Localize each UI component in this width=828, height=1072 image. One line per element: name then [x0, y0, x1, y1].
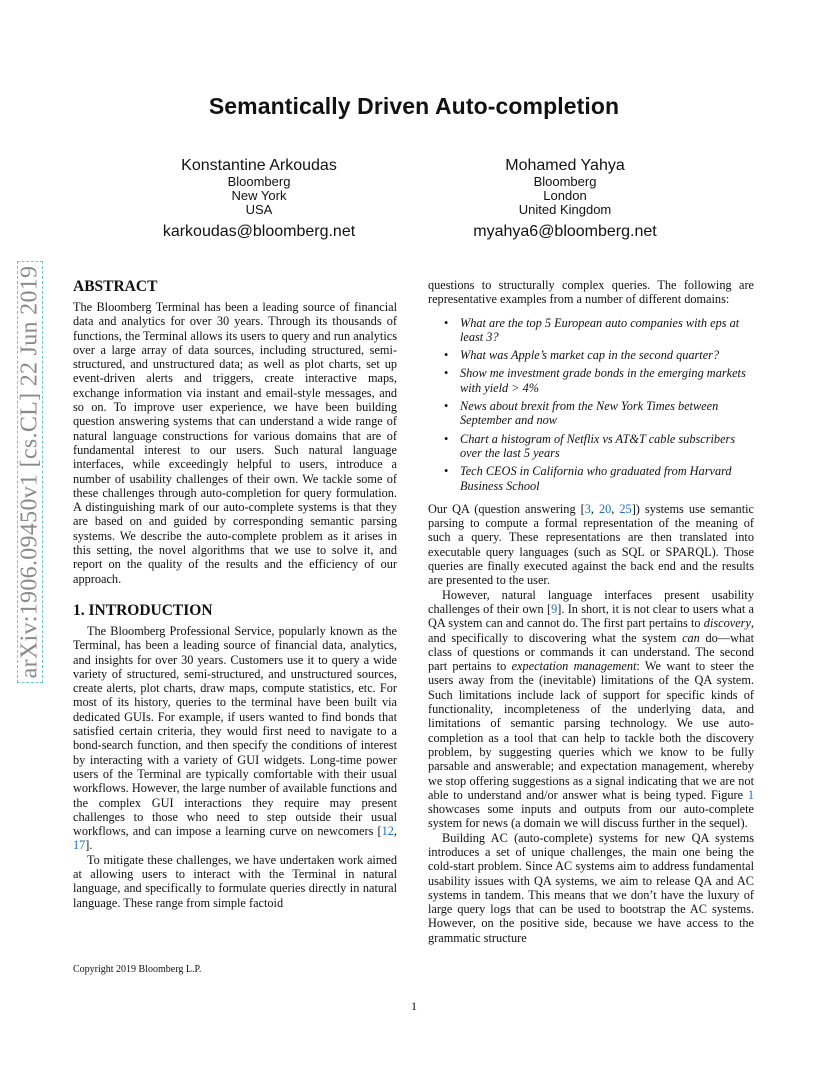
abstract-text: The Bloomberg Terminal has been a leading source of financial data and analytics for over 30 years. Through its thousands of functions, the Terminal allows its users to query and run analytics over a large array of data sources, including structured, semi-structured, and unstructured data; as well as plot charts, set up event-driven alerts and triggers, create interactive maps, exchange information via instant and email-style messages, and so on. To improve user experience, we have been building question answering systems that can understand a wide range of natural language constructions for various domains that are of fundamental interest to our users. Such natural language interfaces, while exceedingly helpful to users, introduce a number of usability challenges of their own. We tackle some of these challenges through auto-completion for query formulation. A distinguishing mark of our auto-complete systems is that they are based on and guided by corresponding semantic parsing systems. We describe the auto-complete problem as it arises in this setting, the novel algorithms that we use to solve it, and report on the quality of the results and the efficiency of our approach.	[73, 300, 397, 586]
bullet: •	[444, 315, 449, 330]
text-run: However, natural language interfaces present usability challenges of their own [	[428, 587, 754, 616]
bullet: •	[444, 431, 449, 446]
abstract-heading: ABSTRACT	[73, 278, 158, 295]
text-run: ,	[611, 501, 620, 516]
ac-paragraph: Building AC (auto-complete) systems for new QA systems introduces a set of unique challenges, the main one being the cold-start problem. Since AC systems aim to address fundamental usability issues with QA systems, we aim to release QA and AC systems in tandem. This means that we don’t have the luxury of large query logs that can be used to bootstrap the AC systems. However, on the positive side, because we have access to the grammatic structure	[428, 830, 754, 945]
bullet: •	[444, 348, 449, 363]
example-query: Show me investment grade bonds in the emerging markets with yield > 4%	[460, 366, 746, 395]
citation-link[interactable]: 25	[619, 501, 632, 516]
example-query: Chart a histogram of Netflix vs AT&T cable subscribers over the last 5 years	[460, 431, 736, 460]
emphasis: expectation management	[511, 659, 637, 674]
qa-paragraph	[428, 502, 754, 588]
paper-title: Semantically Driven Auto-completion	[208, 93, 620, 119]
example-query: Tech CEOS in California who graduated from Harvard Business School	[460, 464, 732, 493]
list-item	[444, 399, 754, 428]
author-name: Konstantine Arkoudas	[181, 157, 337, 174]
list-item	[444, 348, 754, 362]
copyright-note: Copyright 2019 Bloomberg L.P.	[73, 964, 202, 975]
example-query: What are the top 5 European auto companies with eps at least 3?	[460, 315, 740, 344]
left-column	[73, 278, 397, 910]
bullet: •	[444, 464, 449, 479]
page-number: 1	[411, 999, 417, 1013]
right-column	[428, 278, 754, 945]
author-country: United Kingdom	[518, 202, 612, 217]
example-query-list	[444, 316, 754, 493]
intro-heading: 1. INTRODUCTION	[73, 601, 213, 619]
text-run: ].	[85, 838, 93, 853]
text-run: showcases some inputs and outputs from our auto-complete system for news (a domain we will discuss further in the sequel).	[428, 802, 754, 831]
text-run: : We want to steer the users away from the (inevitable) limitations of the QA system. Such limitations include lack of support for specific kinds of functionality, incompleteness of the underlying data, and limitations of semantic parsing technology. We use auto-completion as a tool that can help to tackle both the discovery problem, by suggesting queries which we know to be fully parsable and answerable; and expectation management, whereby we stop offering suggestions as a signal indicating that we are not able to understand and/or answer what is being typed. Figure	[428, 659, 754, 802]
emphasis: can	[682, 630, 700, 645]
citation-link[interactable]: 12	[381, 824, 394, 839]
text-run: The Bloomberg Professional Service, popularly known as the Terminal, has been a leading source of financial data, analytics, and insights for over 30 years. Customers use it to query a wide variety of structured, semi-structured, and unstructured sources, create alerts, plot charts, draw maps, compute statistics, etc. For most of its history, queries to the terminal have been built via dedicated GUIs. For example, if users wanted to find bonds that satisfied certain criteria, they would first need to navigate to a bond-search function, and then specify the conditions of interest by interacting with a variety of GUI widgets. Long-time power users of the Terminal are typically comfortable with their usual workflows. However, the large number of available functions and the complex GUI interactions they require may present challenges to those who need to step outside their usual workflows, and can impose a learning curve on newcomers [	[73, 623, 397, 839]
author-name: Mohamed Yahya	[505, 157, 625, 174]
citation-link[interactable]: 3	[584, 501, 591, 516]
continued-paragraph: questions to structurally complex queries. The following are representative examples from a number of different domains:	[428, 278, 754, 307]
author-email: karkoudas@bloomberg.net	[162, 223, 356, 240]
author-org: Bloomberg	[533, 174, 597, 189]
bullet: •	[444, 366, 449, 381]
text-run: do—what class of questions or commands it can understand. The second part pertains to	[428, 630, 754, 674]
author-city: New York	[231, 188, 287, 203]
bullet: •	[444, 399, 449, 414]
arxiv-stamp-text: arXiv:1906.09450v1 [cs.CL] 22 Jun 2019	[16, 265, 43, 679]
example-query: What was Apple’s market cap in the second quarter?	[460, 348, 720, 363]
citation-link[interactable]: 9	[551, 601, 558, 616]
text-run: ]) systems use semantic parsing to compute a formal representation of the meaning of such a query. These representations are then translated into executable query languages (such as SQL or SPARQL). Those queries are finally executed against the back end and the results are presented to the user.	[428, 501, 754, 588]
author-city: London	[543, 188, 587, 203]
list-item	[444, 464, 754, 493]
author-email: myahya6@bloomberg.net	[473, 223, 657, 240]
author-block-2	[435, 156, 695, 241]
author-org: Bloomberg	[227, 174, 291, 189]
figure-link[interactable]: 1	[747, 787, 754, 802]
example-query: News about brexit from the New York Times between September and now	[460, 399, 719, 428]
list-item	[444, 366, 754, 395]
list-item	[444, 316, 754, 345]
citation-link[interactable]: 20	[598, 501, 612, 516]
text-run: ]. In short, it is not clear to users what a QA system can and cannot do. The first part pertains to	[428, 601, 755, 631]
text-run: ,	[590, 501, 599, 516]
arxiv-stamp[interactable]	[18, 262, 42, 682]
intro-paragraph-2: To mitigate these challenges, we have undertaken work aimed at allowing users to interact with the Terminal in natural language, and specifically to formulate queries directly in natural language. These range from simple factoid	[73, 852, 397, 910]
usability-paragraph	[428, 588, 754, 831]
author-block-1	[129, 156, 389, 241]
author-country: USA	[245, 202, 273, 217]
list-item	[444, 432, 754, 461]
emphasis: discovery	[703, 616, 751, 631]
intro-paragraph-1	[73, 624, 397, 853]
citation-link[interactable]: 17	[73, 838, 86, 853]
text-run: Our QA (question answering [	[428, 501, 585, 516]
text-run: ,	[393, 824, 397, 839]
text-run: , and specifically to discovering what the system	[428, 616, 754, 645]
